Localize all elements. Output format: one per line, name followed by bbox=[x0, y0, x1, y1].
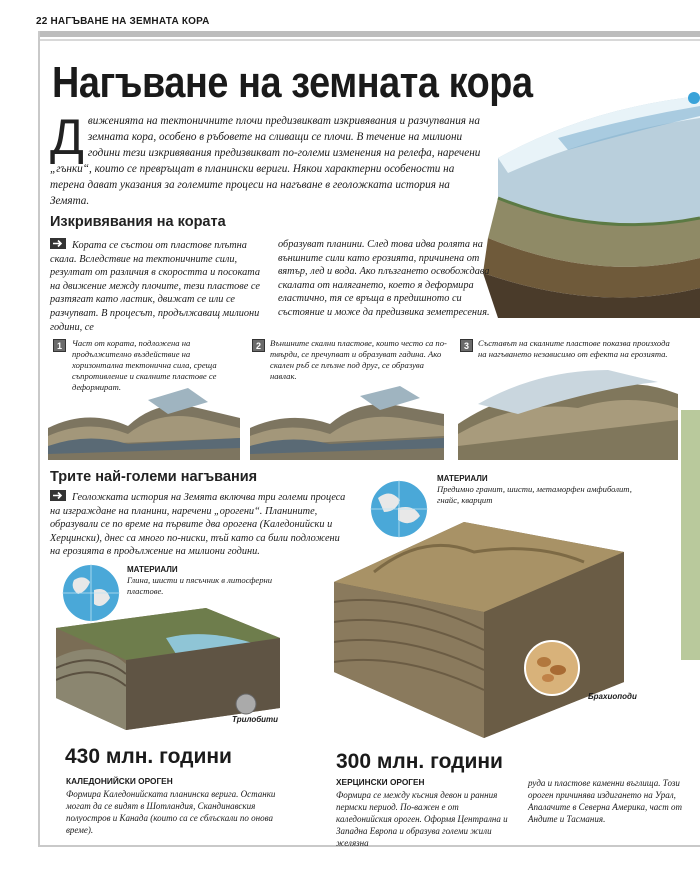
section2-text: Геоложката история на Земята включва три големи процеса на изграждане на планини, наречени „орогени“. Планините, образували се по време на първите два орогена (Каледонийски и Херцински), днес са много по-ниски, тъй като са били подложени на ерозията в продължение на милиони години. bbox=[50, 492, 346, 558]
materials-caledonian bbox=[127, 564, 277, 597]
era-hercynian-text-cont: руда и пластове каменни въглища. Този ороген причинява издигането на Урал, Апалачите в Северна Америка, част от Андите и Тасмания. bbox=[528, 778, 683, 824]
fold-stage-1-illustration bbox=[48, 388, 240, 460]
arrow-icon bbox=[50, 490, 66, 501]
section-name: НАГЪВАНЕ НА ЗЕМНАТА КОРА bbox=[50, 16, 210, 27]
materials-text-1: Глина, шисти и пясъчник в литосферни пластове. bbox=[127, 575, 273, 596]
era-caledonian-years: 430 млн. години bbox=[65, 745, 232, 768]
era-hercynian-name: ХЕРЦИНСКИ ОРОГЕН bbox=[336, 777, 425, 787]
step-badge-1: 1 bbox=[53, 339, 66, 352]
era-hercynian-years: 300 млн. години bbox=[336, 750, 503, 773]
step-3-text: Съставът на скалните пластове показва произхода на нагъването независимо от ефекта на ерозията. bbox=[478, 338, 670, 359]
section-heading-three-foldings: Трите най-големи нагъвания bbox=[50, 469, 258, 485]
header-rule bbox=[38, 31, 700, 37]
section1-column-1 bbox=[50, 238, 272, 334]
caledonian-block-illustration bbox=[56, 598, 280, 730]
hercynian-block-illustration bbox=[334, 512, 624, 738]
header-rule-thin bbox=[38, 39, 700, 41]
section1-text-1: Кората се състои от пластове плътна скала. Вследствие на тектоничните сили, резултат от различия в скоростта и посоката на движение между плочите, тези пластове се разтягат като ластик, движат се или се разчупват. В процесът, продължаващ милиони години, се bbox=[50, 240, 260, 333]
fold-stage-2-illustration bbox=[250, 384, 444, 460]
step-1-text: Част от кората, подложена на продължително въздействие на хоризонтална тектонична сила, среща съпротивление и скалните пластове се деформират. bbox=[72, 338, 217, 392]
step-badge-2: 2 bbox=[252, 339, 265, 352]
materials-text-2: Предимно гранит, шисти, метаморфен амфиболит, гнайс, кварцит bbox=[437, 484, 632, 505]
section2-paragraph bbox=[50, 490, 350, 559]
earth-crust-illustration bbox=[478, 88, 700, 318]
left-margin-rule bbox=[38, 31, 40, 846]
arrow-icon bbox=[50, 238, 66, 249]
page-title: Нагъване на земната кора bbox=[52, 58, 533, 107]
running-header bbox=[36, 16, 210, 27]
step-2-text: Външните скални пластове, които често са по-твърди, се пречупват и образуват гадина. Ако скален ръб се плъзне под друг, се образува навлак. bbox=[270, 338, 447, 381]
step-badge-3: 3 bbox=[460, 339, 473, 352]
next-illustration-edge bbox=[681, 410, 700, 660]
section1-column-2: образуват планини. След това идва ролята на външните сили като ерозията, причинена от вятър, лед и вода. Ако плъзгането освобождава скалата от налягането, което я деформира еластично, тя се връща в предишното си състояние и може да предизвика земетресения. bbox=[278, 239, 490, 318]
drop-cap: Д bbox=[50, 109, 84, 165]
page-number: 22 bbox=[36, 16, 48, 27]
fold-stage-3-illustration bbox=[458, 364, 678, 460]
era-hercynian-text: Формира се между късния девон и ранния пермски период. По-важен е от каледонийския ороген. Оформя Централна и Западна Европа и образува големи жили желязна bbox=[336, 790, 508, 848]
intro-text: виженията на тектоничните плочи предизвикват изкривявания и разчупвания на земната кора, особено в ръбовете на сливащи се плочи. В течение на милиони години тези изкривявания предизвикват по-големи изменения на релефа, наречени „гънки“, които се превръщат в планински вериги. Някои характерни особености на терена дават указания за големите процеси на нагъване в геоложката история на Земята. bbox=[50, 115, 481, 207]
materials-hercynian bbox=[437, 473, 637, 506]
intro-paragraph bbox=[50, 109, 490, 209]
section-heading-crust-deformation: Изкривявания на кората bbox=[50, 214, 226, 230]
brachiopods-photo bbox=[524, 640, 580, 696]
caption-brachiopods: Брахиоподи bbox=[588, 692, 637, 701]
materials-label-2: МАТЕРИАЛИ bbox=[437, 474, 488, 483]
caption-trilobites: Трилобити bbox=[232, 715, 279, 724]
era-caledonian-text: Формира Каледонийската планинска верига. Останки могат да се видят в Шотландия, Скандинавския полуостров и Канада (които са се сблъскали по онова време). bbox=[66, 789, 276, 835]
materials-label-1: МАТЕРИАЛИ bbox=[127, 565, 178, 574]
era-caledonian-name: КАЛЕДОНИЙСКИ ОРОГЕН bbox=[66, 776, 173, 786]
